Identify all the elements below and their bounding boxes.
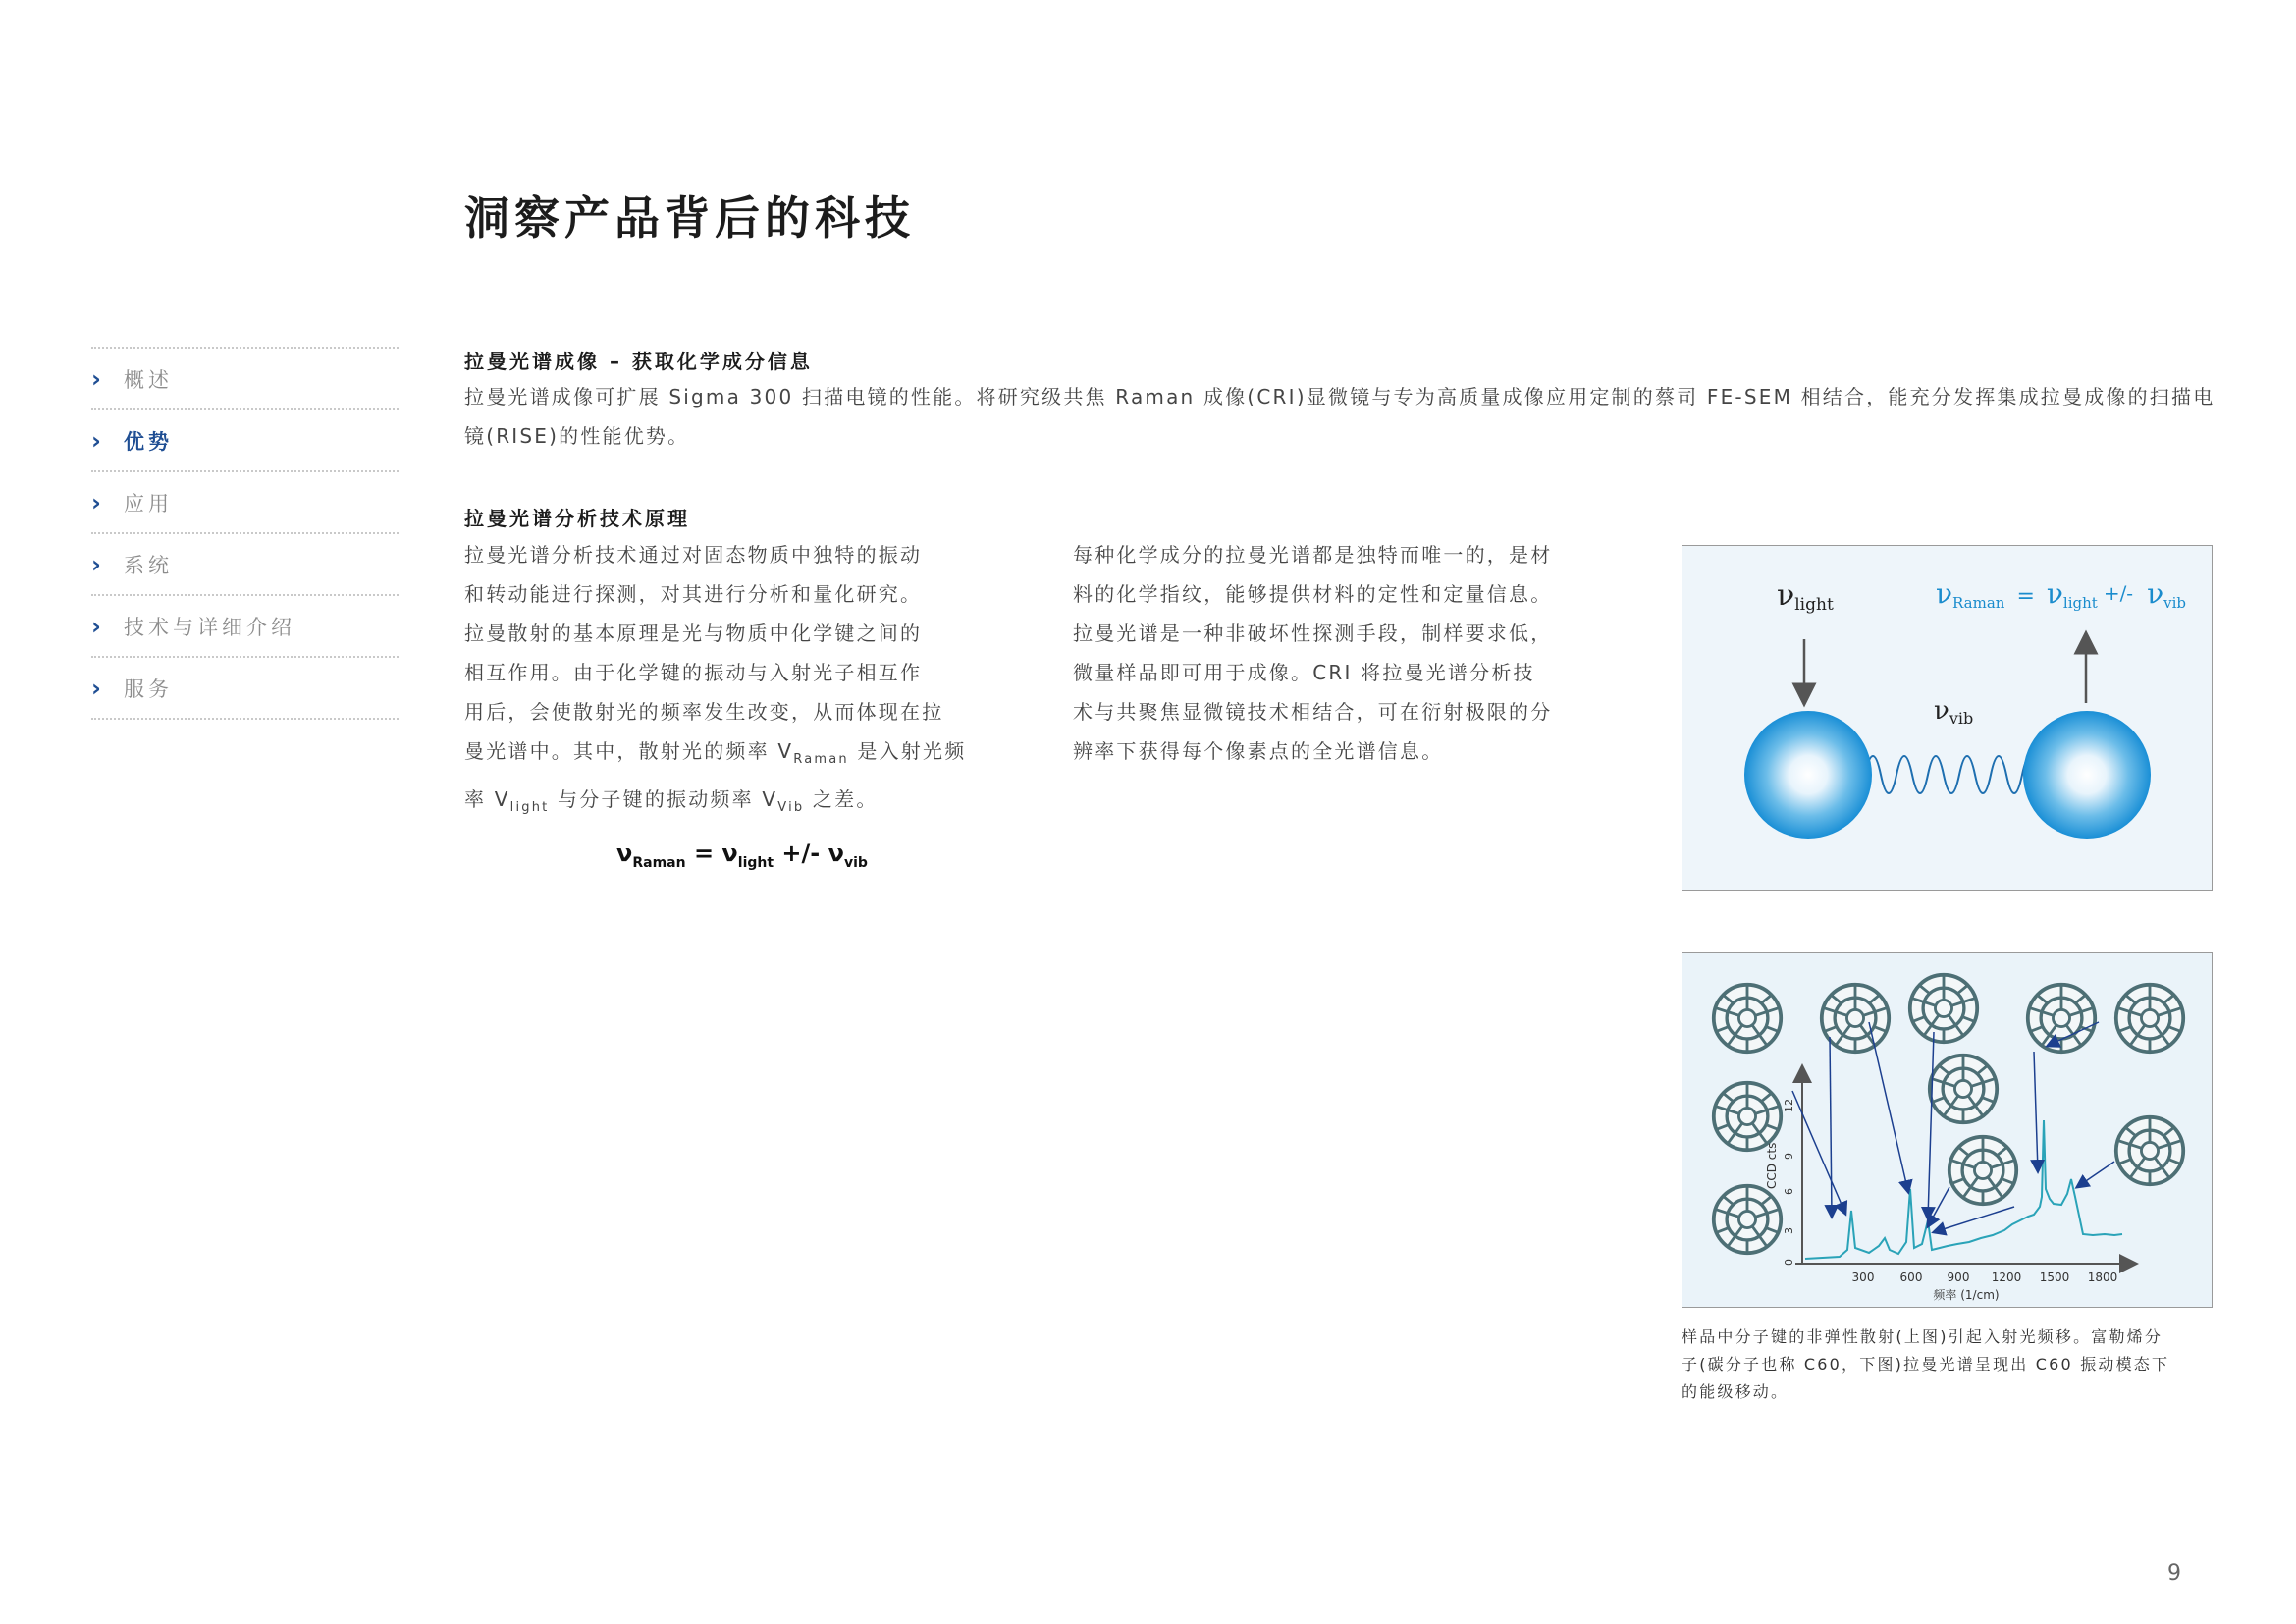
page-number: 9 [2167, 1561, 2181, 1586]
text-line-with-symbols [464, 731, 1014, 780]
peak-arrow [1934, 1207, 2014, 1232]
subscript-raman: Raman [632, 854, 686, 871]
peak-arrow [2034, 1052, 2038, 1171]
peak-arrow [2077, 1162, 2114, 1187]
nav-item-label: 系统 [124, 553, 173, 577]
nav-item-overview[interactable] [91, 347, 399, 408]
text-line-with-symbols [464, 780, 1014, 828]
section-heading-principle: 拉曼光谱分析技术原理 [464, 507, 690, 530]
nav-item-service[interactable] [91, 656, 399, 720]
peak-arrow [1830, 1037, 1832, 1217]
nu-symbol: V [777, 739, 794, 763]
x-tick-label: 1800 [2087, 1271, 2118, 1284]
nu-light-label: νlight [1777, 578, 1834, 615]
x-axis-label: 频率 (1/cm) [1933, 1288, 2000, 1302]
nu-symbol: ν [828, 839, 844, 867]
equals-sign: = [685, 839, 722, 867]
text-fragment: 率 [464, 787, 495, 811]
y-tick-label: 3 [1783, 1227, 1795, 1234]
x-tick-label: 1200 [1991, 1271, 2022, 1284]
y-axis-label: CCD cts [1765, 1142, 1779, 1189]
nav-item-label: 优势 [124, 429, 173, 454]
text-line: 每种化学成分的拉曼光谱都是独特而唯一的，是材 [1073, 543, 1553, 567]
chevron-right-icon: › [91, 674, 101, 702]
nu-symbol: ν [616, 839, 633, 867]
peak-arrow [1869, 1022, 1908, 1192]
nav-item-applications[interactable] [91, 470, 399, 532]
c60-spectrum-diagram [1682, 953, 2212, 1307]
section-heading-raman-imaging: 拉曼光谱成像 – 获取化学成分信息 [464, 350, 813, 373]
c60-molecule-icon [1930, 1056, 1997, 1122]
text-line: 拉曼光谱是一种非破坏性探测手段，制样要求低， [1073, 622, 1553, 645]
page-title: 洞察产品背后的科技 [464, 191, 915, 244]
x-tick-label: 300 [1851, 1271, 1875, 1284]
text-line: 料的化学指纹，能够提供材料的定性和定量信息。 [1073, 582, 1553, 606]
y-tick-label: 9 [1783, 1153, 1795, 1160]
section-body-raman-imaging: 拉曼光谱成像可扩展 Sigma 300 扫描电镜的性能。将研究级共焦 Raman 成像(CRI)显微镜与专为高质量成像应用定制的蔡司 FE-SEM 相结合，能充分发挥集成拉曼成像的扫描电镜(RISE)的性能优势。 [464, 385, 2216, 448]
nu-vib-label: νvib [1934, 696, 1974, 728]
nav-item-label: 服务 [124, 677, 173, 701]
c60-molecule-icon [1714, 985, 1781, 1052]
vibration-diagram [1682, 546, 2212, 890]
c60-molecule-icon [2116, 1117, 2183, 1184]
subscript-light: light [509, 800, 550, 815]
chevron-right-icon: › [91, 426, 101, 455]
nu-symbol: V [494, 787, 510, 811]
peak-arrow [1792, 1091, 1845, 1214]
c60-molecule-icon [2028, 985, 2095, 1052]
caption-line: 样品中分子键的非弹性散射(上图)引起入射光频移。富勒烯分 [1682, 1327, 2163, 1346]
text-line: 拉曼散射的基本原理是光与物质中化学键之间的 [464, 622, 923, 645]
c60-molecule-icon [1822, 985, 1889, 1052]
subscript-vib: vib [843, 854, 868, 871]
text-line: 辨率下获得每个像素点的全光谱信息。 [1073, 739, 1444, 763]
raman-formula [616, 839, 868, 871]
c60-molecule-icon [1714, 1083, 1781, 1150]
figure-molecule-vibration [1682, 545, 2213, 891]
c60-molecule-icon [2116, 985, 2183, 1052]
text-line: 术与共聚焦显微镜技术相结合，可在衍射极限的分 [1073, 700, 1553, 724]
nav-item-label: 概述 [124, 367, 173, 392]
nu-symbol: V [762, 787, 778, 811]
atom-left [1744, 711, 1872, 839]
nu-symbol: ν [721, 839, 738, 867]
text-fragment: 与分子键的振动频率 [549, 787, 763, 811]
nav-item-system[interactable] [91, 532, 399, 594]
x-tick-label: 600 [1899, 1271, 1923, 1284]
text-line: 拉曼光谱分析技术通过对固态物质中独特的振动 [464, 543, 923, 567]
subscript-raman: Raman [793, 752, 849, 767]
nav-item-technology[interactable] [91, 594, 399, 656]
chevron-right-icon: › [91, 364, 101, 393]
sidebar-nav [91, 347, 399, 720]
y-tick-label: 12 [1783, 1099, 1795, 1112]
c60-molecule-icon [1949, 1137, 2016, 1204]
subscript-vib: Vib [777, 800, 805, 815]
text-fragment: 曼光谱中。其中，散射光的频率 [464, 739, 778, 763]
c60-molecule-icon [1714, 1186, 1781, 1253]
caption-line: 的能级移动。 [1682, 1382, 1789, 1401]
c60-molecule-icon [1910, 975, 1977, 1042]
x-tick-label: 1500 [2039, 1271, 2070, 1284]
principle-column-1 [464, 535, 1014, 828]
peak-arrow [1928, 1032, 1934, 1218]
chevron-right-icon: › [91, 612, 101, 640]
text-line: 和转动能进行探测，对其进行分析和量化研究。 [464, 582, 923, 606]
subscript-light: light [737, 854, 774, 871]
text-fragment: 之差。 [804, 787, 879, 811]
principle-column-2 [1073, 535, 1623, 771]
text-line: 微量样品即可用于成像。CRI 将拉曼光谱分析技 [1073, 661, 1535, 684]
x-tick-label: 900 [1947, 1271, 1970, 1284]
y-tick-label: 0 [1783, 1259, 1795, 1266]
peak-arrow [1928, 1187, 1949, 1226]
text-fragment: 是入射光频 [848, 739, 967, 763]
figure-caption [1682, 1324, 2231, 1406]
figure-equation: νRaman = νlight +/- νvib [1936, 577, 2186, 612]
text-line: 用后，会使散射光的频率发生改变，从而体现在拉 [464, 700, 944, 724]
plus-minus-sign: +/- [774, 839, 828, 867]
caption-line: 子(碳分子也称 C60，下图)拉曼光谱呈现出 C60 振动模态下 [1682, 1355, 2170, 1374]
nav-item-label: 技术与详细介绍 [124, 615, 295, 639]
y-tick-label: 6 [1783, 1188, 1795, 1195]
chevron-right-icon: › [91, 550, 101, 578]
figure-c60-spectrum [1682, 952, 2213, 1308]
atom-right [2023, 711, 2151, 839]
text-line: 相互作用。由于化学键的振动与入射光子相互作 [464, 661, 923, 684]
chevron-right-icon: › [91, 488, 101, 516]
nav-item-label: 应用 [124, 491, 173, 515]
nav-item-advantages[interactable] [91, 408, 399, 470]
